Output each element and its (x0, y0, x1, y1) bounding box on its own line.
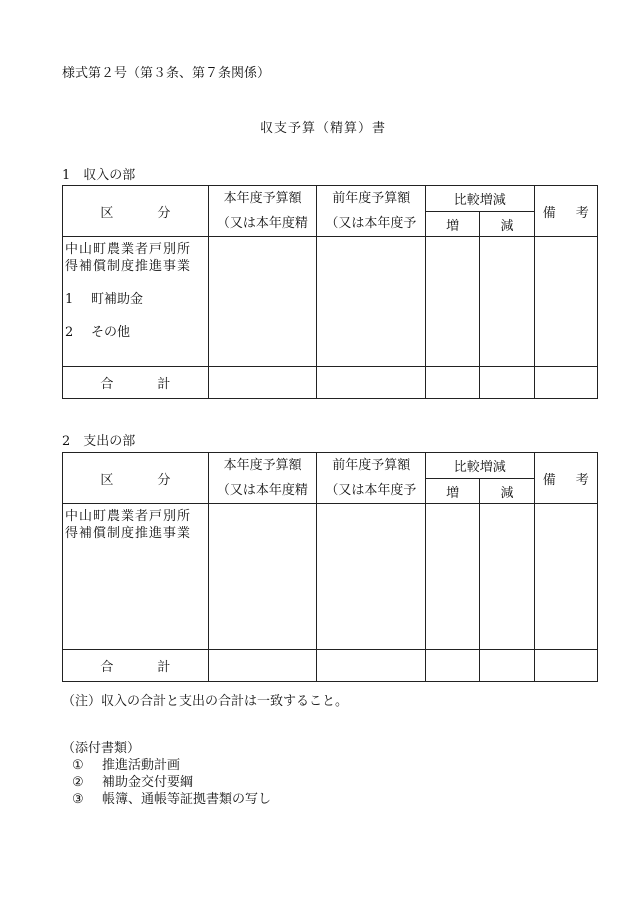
previous-budget-header (317, 453, 426, 504)
expense-total-current-cell[interactable] (208, 650, 317, 682)
income-total-previous-cell[interactable] (317, 367, 426, 399)
document-title: 収支予算（精算）書 (260, 121, 387, 136)
expense-total-a: 合 (100, 660, 114, 675)
income-previous-cell[interactable] (317, 237, 426, 367)
attachment-item (62, 774, 271, 791)
category-header-b: 分 (157, 205, 171, 221)
income-category-cell (63, 237, 209, 367)
expense-total-b: 計 (157, 660, 171, 675)
expense-total-label (63, 650, 209, 682)
previous-budget-header-line2: （又は本年度予 (325, 216, 417, 231)
current-budget-header-line2: （又は本年度精 (216, 216, 308, 231)
attachment-mark: ② (72, 775, 84, 790)
expense-total-previous-cell[interactable] (317, 650, 426, 682)
expense-increase-cell[interactable] (426, 504, 480, 650)
decrease-header: 減 (480, 212, 534, 237)
attachments-section (62, 740, 271, 808)
income-table (62, 185, 598, 399)
category-header-a: 区 (100, 472, 114, 488)
income-item-label: 町補助金 (91, 292, 144, 307)
current-budget-header-line1: 本年度予算額 (223, 458, 302, 473)
income-item (65, 291, 206, 308)
expense-body-row (63, 504, 598, 650)
remarks-header-b: 考 (575, 205, 589, 221)
current-budget-header-line2: （又は本年度精 (216, 483, 308, 498)
income-current-cell[interactable] (208, 237, 317, 367)
expense-current-cell[interactable] (208, 504, 317, 650)
attachment-mark: ① (72, 758, 84, 773)
income-business-name-line1: 中山町農業者戸別所 (65, 242, 192, 257)
decrease-header: 減 (480, 479, 534, 504)
income-total-current-cell[interactable] (208, 367, 317, 399)
income-total-increase-cell[interactable] (426, 367, 480, 399)
increase-header: 増 (426, 479, 480, 504)
income-increase-cell[interactable] (426, 237, 480, 367)
expense-total-row (63, 650, 598, 682)
remarks-header-a: 備 (542, 205, 556, 221)
current-budget-header-line1: 本年度予算額 (223, 191, 302, 206)
expense-business-name-line1: 中山町農業者戸別所 (65, 509, 192, 524)
attachment-item (62, 791, 271, 808)
increase-header: 増 (426, 212, 480, 237)
expense-remarks-cell[interactable] (534, 504, 597, 650)
expense-header-row-1 (63, 453, 598, 479)
attachments-title: （添付書類） (62, 741, 141, 756)
income-item-label: その他 (91, 325, 131, 340)
current-budget-header (208, 453, 317, 504)
attachment-label: 補助金交付要綱 (102, 775, 194, 790)
income-remarks-cell[interactable] (534, 237, 597, 367)
income-header-row-1 (63, 186, 598, 212)
remarks-header (534, 453, 597, 504)
remarks-header (534, 186, 597, 237)
category-header (63, 453, 209, 504)
income-item-number: 1 (65, 292, 74, 307)
income-total-a: 合 (100, 377, 114, 392)
attachment-item (62, 757, 271, 774)
category-header-a: 区 (100, 205, 114, 221)
expense-section-title: 2 支出の部 (62, 434, 136, 449)
current-budget-header (208, 186, 317, 237)
expense-total-increase-cell[interactable] (426, 650, 480, 682)
income-business-name-line2: 得補償制度推進事業 (65, 259, 192, 274)
income-section-title: 1 収入の部 (62, 168, 136, 183)
expense-total-decrease-cell[interactable] (480, 650, 534, 682)
attachment-label: 推進活動計画 (102, 758, 181, 773)
expense-decrease-cell[interactable] (480, 504, 534, 650)
expense-business-name-line2: 得補償制度推進事業 (65, 526, 192, 541)
attachment-mark: ③ (72, 792, 84, 807)
expense-category-cell (63, 504, 209, 650)
expense-previous-cell[interactable] (317, 504, 426, 650)
comparison-header: 比較増減 (426, 453, 535, 479)
income-total-row (63, 367, 598, 399)
previous-budget-header (317, 186, 426, 237)
remarks-header-b: 考 (575, 472, 589, 488)
note-text: （注）収入の合計と支出の合計は一致すること。 (62, 694, 349, 709)
income-item (65, 324, 206, 341)
income-total-remarks-cell[interactable] (534, 367, 597, 399)
income-item-number: 2 (65, 325, 74, 340)
previous-budget-header-line1: 前年度予算額 (332, 458, 411, 473)
income-body-row (63, 237, 598, 367)
expense-table (62, 452, 598, 682)
income-total-b: 計 (157, 377, 171, 392)
previous-budget-header-line2: （又は本年度予 (325, 483, 417, 498)
income-total-decrease-cell[interactable] (480, 367, 534, 399)
income-decrease-cell[interactable] (480, 237, 534, 367)
expense-total-remarks-cell[interactable] (534, 650, 597, 682)
previous-budget-header-line1: 前年度予算額 (332, 191, 411, 206)
income-total-label (63, 367, 209, 399)
comparison-header: 比較増減 (426, 186, 535, 212)
remarks-header-a: 備 (542, 472, 556, 488)
category-header-b: 分 (157, 472, 171, 488)
attachment-label: 帳簿、通帳等証拠書類の写し (102, 792, 272, 807)
form-number: 様式第２号（第３条、第７条関係） (62, 66, 271, 81)
category-header (63, 186, 209, 237)
